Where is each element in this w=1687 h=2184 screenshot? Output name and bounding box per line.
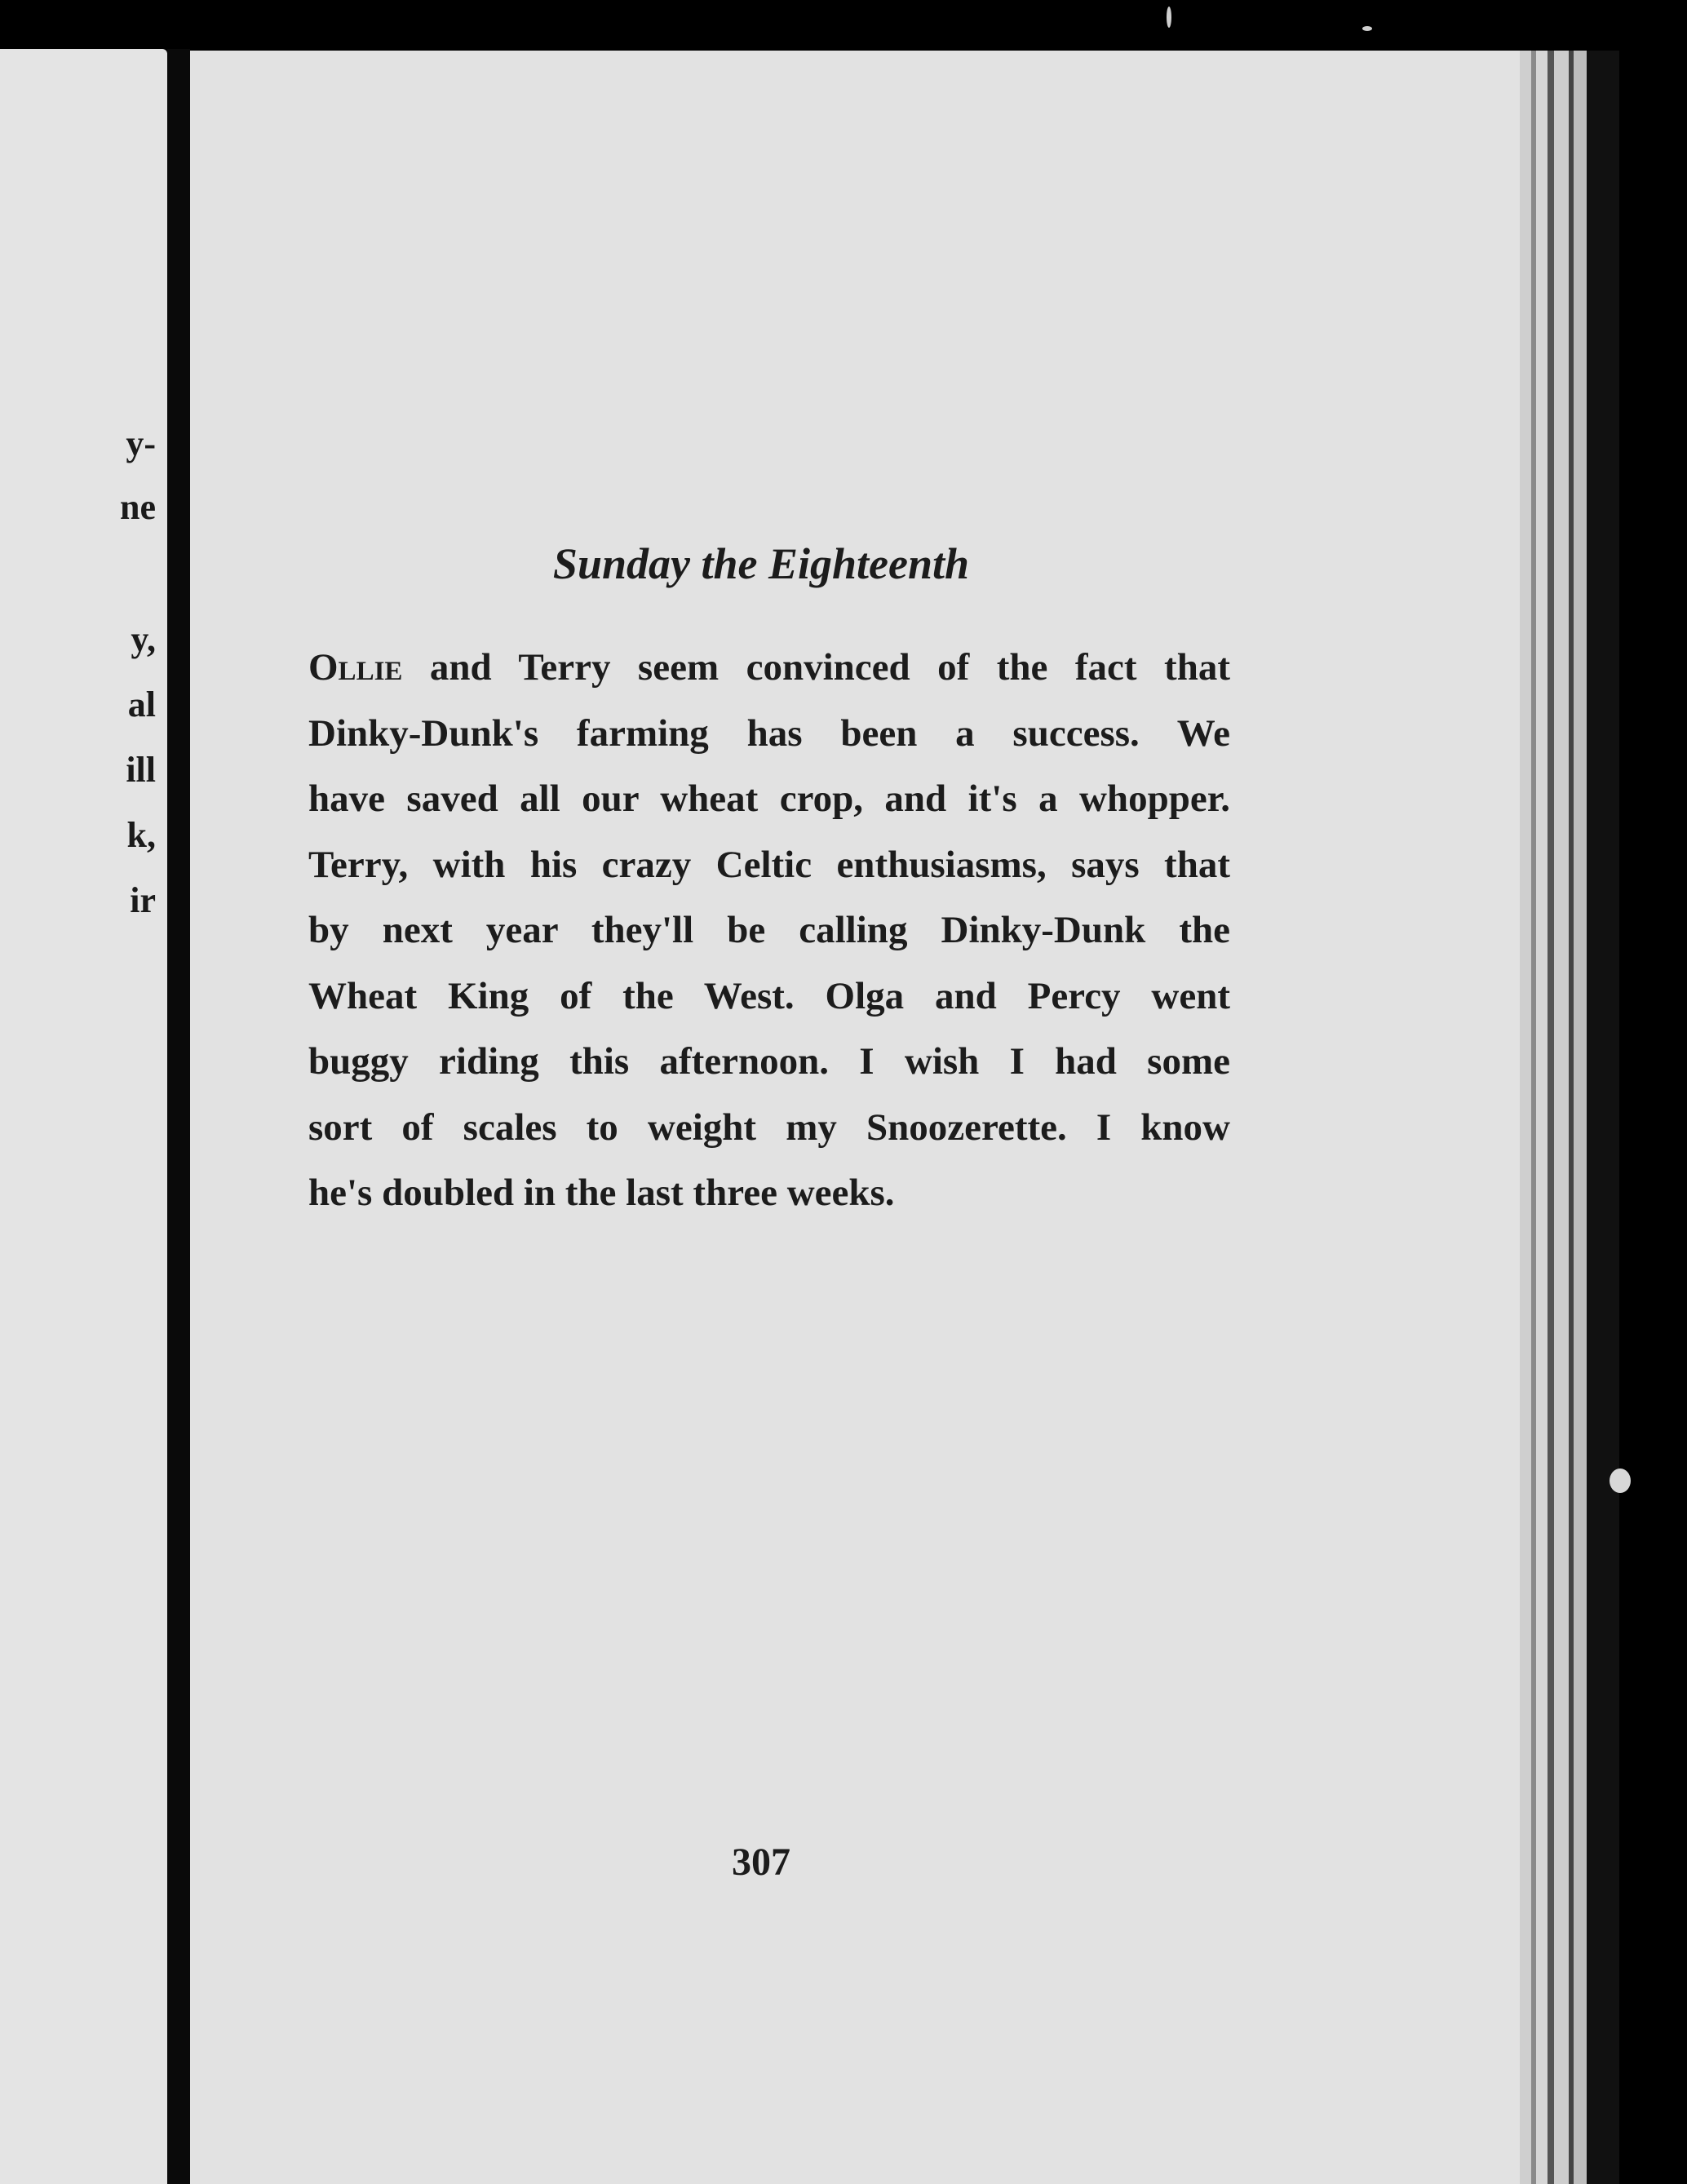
page-edge xyxy=(1536,51,1548,2184)
text-line: buggy riding this afternoon. I wish I had some xyxy=(308,1040,1230,1083)
lead-word: Ollie xyxy=(308,646,403,689)
page-edge xyxy=(1554,51,1569,2184)
scan-artifact xyxy=(1362,26,1372,31)
scan-artifact xyxy=(1610,1469,1631,1493)
page-edge xyxy=(1520,51,1531,2184)
text-line: have saved all our wheat crop, and it's a whopper. xyxy=(308,777,1230,820)
margin-fragment: al xyxy=(127,684,156,724)
page-edge xyxy=(1587,51,1619,2184)
scan-artifact xyxy=(1167,7,1171,28)
book-gutter xyxy=(167,49,190,2184)
body-paragraph xyxy=(308,635,1230,1226)
text-line: by next year they'll be calling Dinky-Dunk the xyxy=(308,909,1230,951)
text-line: Terry, with his crazy Celtic enthusiasms, says that xyxy=(308,843,1230,886)
page-edge xyxy=(1574,51,1587,2184)
text-line: Dinky-Dunk's farming has been a success. We xyxy=(308,711,1230,755)
margin-fragment: y- xyxy=(126,423,156,463)
facing-page xyxy=(0,49,167,2184)
page-number: 307 xyxy=(732,1841,790,1884)
text-line xyxy=(308,635,1230,701)
chapter-title: Sunday the Eighteenth xyxy=(552,539,970,588)
text-line: he's doubled in the last three weeks. xyxy=(308,1172,895,1214)
text-line: Wheat King of the West. Olga and Percy went xyxy=(308,974,1230,1017)
page-edge xyxy=(1548,51,1554,2184)
line-text: and Terry seem convinced of the fact that xyxy=(402,646,1230,689)
margin-fragment: ir xyxy=(130,880,156,920)
margin-fragment: k, xyxy=(126,815,156,855)
margin-fragment: y, xyxy=(131,619,156,659)
text-line: sort of scales to weight my Snoozerette. I know xyxy=(308,1105,1230,1149)
margin-fragment: ne xyxy=(120,487,156,527)
margin-fragment: ill xyxy=(126,750,156,790)
